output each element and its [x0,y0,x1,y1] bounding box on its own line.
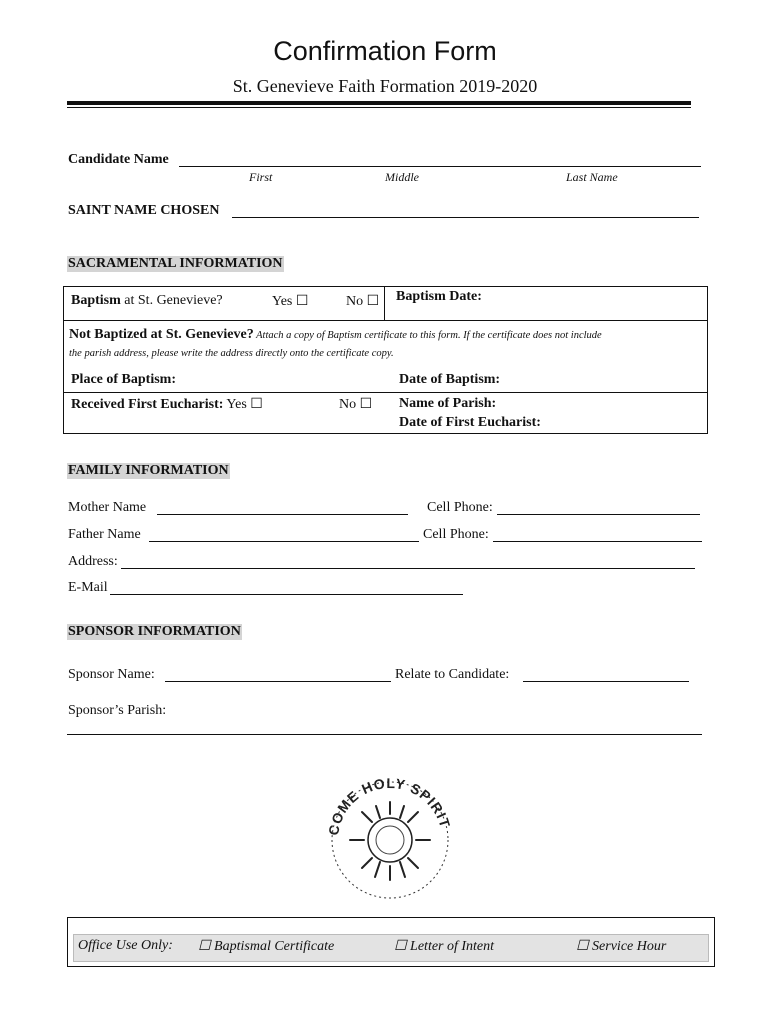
header-rule-thin [67,107,691,108]
parish-name-label: Name of Parish: [399,396,497,411]
last-name-caption: Last Name [566,170,618,184]
office-use-label: Office Use Only: [78,938,173,953]
sponsor-name-label: Sponsor Name: [68,667,155,682]
sacramental-divider [63,320,707,321]
father-cell-field[interactable] [493,541,702,542]
header-rule [67,101,691,105]
eucharist-question: Received First Eucharist: Yes ☐ [71,397,263,412]
eucharist-date-label: Date of First Eucharist: [399,415,541,430]
baptismal-certificate-checkbox[interactable]: ☐ Baptismal Certificate [198,939,335,954]
saint-name-field[interactable] [232,217,699,218]
sponsor-name-field[interactable] [165,681,391,682]
first-name-caption: First [249,170,273,184]
baptism-date-label: Baptism Date: [396,289,482,304]
email-field[interactable] [110,594,463,595]
baptism-yes-checkbox[interactable]: Yes ☐ [272,294,309,309]
sponsor-heading: SPONSOR INFORMATION [68,624,241,639]
address-field[interactable] [121,568,695,569]
letter-of-intent-checkbox[interactable]: ☐ Letter of Intent [394,939,495,954]
mother-cell-field[interactable] [497,514,700,515]
office-use-panel [73,934,709,962]
mother-name-field[interactable] [157,514,408,515]
father-name-field[interactable] [149,541,419,542]
sacramental-heading: SACRAMENTAL INFORMATION [68,256,283,271]
saint-name-label: SAINT NAME CHOSEN [68,203,220,218]
father-name-label: Father Name [68,527,141,542]
sponsor-parish-label: Sponsor’s Parish: [68,703,167,718]
logo-svg [320,762,460,907]
form-subtitle: St. Genevieve Faith Formation 2019-2020 [232,76,538,96]
mother-name-label: Mother Name [68,500,147,515]
father-cell-label: Cell Phone: [423,527,489,542]
eucharist-no-checkbox[interactable]: No ☐ [339,397,373,412]
date-of-baptism-label: Date of Baptism: [399,372,501,387]
service-hour-checkbox[interactable]: ☐ Service Hour [576,939,667,954]
relate-label: Relate to Candidate: [395,667,510,682]
sacramental-vdivider [384,286,385,320]
not-baptized-note: Not Baptized at St. Genevieve? Attach a copy of Baptism certificate to this form. If the certificate does not include the parish address, please write the address directly onto the certificate copy. [69,327,602,359]
baptism-question: Baptism at St. Genevieve? [71,293,223,308]
baptism-no-checkbox[interactable]: No ☐ [346,294,380,309]
relate-field[interactable] [523,681,689,682]
come-holy-spirit-logo [320,762,460,907]
svg-text:COME HOLY SPIRIT: COME HOLY SPIRIT [325,774,454,837]
family-heading: FAMILY INFORMATION [68,463,229,478]
sponsor-parish-field[interactable] [67,734,702,735]
place-divider [63,392,707,393]
middle-name-caption: Middle [385,170,419,184]
address-label: Address: [68,554,118,569]
candidate-name-field[interactable] [179,166,701,167]
place-of-baptism-label: Place of Baptism: [71,372,176,387]
mother-cell-label: Cell Phone: [427,500,493,515]
candidate-name-label: Candidate Name [68,152,169,167]
form-title: Confirmation Form [273,36,497,66]
email-label: E-Mail [68,580,108,595]
